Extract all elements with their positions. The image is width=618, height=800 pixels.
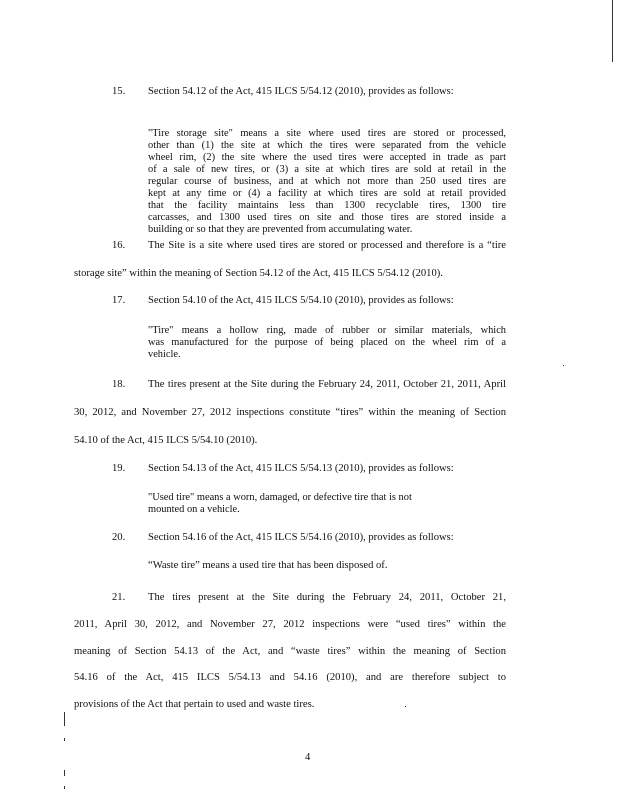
quote-line: building or so that they are prevented from accumulating water. [148, 224, 413, 235]
quote-line: other than (1) the site at which the tires were separated from the vehicle [148, 140, 506, 151]
paragraph-line: 54.10 of the Act, 415 ILCS 5/54.10 (2010). [74, 435, 258, 446]
quote-line: kept at any time or (4) a facility at which tires are sold at retail provided [148, 188, 506, 199]
paragraph-number: 21. [112, 592, 126, 603]
quote-line: “Waste tire” means a used tire that has been disposed of. [148, 560, 388, 571]
quote-line: that the facility maintains less than 1300 recyclable tires, 1300 tire [148, 200, 506, 211]
scan-edge-line [612, 0, 613, 62]
quote-line: was manufactured for the purpose of being placed on the wheel rim of a [148, 337, 506, 348]
quote-line: "Used tire" means a worn, damaged, or defective tire that is not [148, 492, 412, 503]
quote-line: vehicle. [148, 349, 181, 360]
paragraph-line: The tires present at the Site during the February 24, 2011, October 21, [148, 592, 506, 603]
scan-artifact [64, 786, 65, 789]
paragraph-line: 54.16 of the Act, 415 ILCS 5/54.13 and 54.16 (2010), and are therefore subject to [74, 672, 506, 683]
quote-line: carcasses, and 1300 used tires on site and those tires are stored inside a [148, 212, 506, 223]
paragraph-number: 15. [112, 86, 126, 97]
paragraph-line: 30, 2012, and November 27, 2012 inspections constitute “tires” within the meaning of Section [74, 407, 506, 418]
quote-line: wheel rim, (2) the site where the used tires were accepted in trade as part [148, 152, 506, 163]
quote-line: "Tire" means a hollow ring, made of rubber or similar materials, which [148, 325, 506, 336]
scan-artifact [64, 770, 65, 776]
paragraph-number: 16. [112, 240, 126, 251]
paragraph-lead: Section 54.10 of the Act, 415 ILCS 5/54.10 (2010), provides as follows: [148, 295, 454, 306]
paragraph-line: 2011, April 30, 2012, and November 27, 2012 inspections were “used tires” within the [74, 619, 506, 630]
paragraph-line: The Site is a site where used tires are stored or processed and therefore is a “tire [148, 240, 506, 251]
scan-artifact [64, 738, 65, 741]
page-number: 4 [305, 752, 311, 763]
quote-line: regular course of business, and at which not more than 250 used tires are [148, 176, 506, 187]
paragraph-line: provisions of the Act that pertain to used and waste tires. [74, 699, 315, 710]
paragraph-line: storage site” within the meaning of Section 54.12 of the Act, 415 ILCS 5/54.12 (2010). [74, 268, 443, 279]
quote-line: mounted on a vehicle. [148, 504, 240, 515]
paragraph-lead: Section 54.13 of the Act, 415 ILCS 5/54.13 (2010), provides as follows: [148, 463, 454, 474]
paragraph-line: meaning of Section 54.13 of the Act, and “waste tires” within the meaning of Section [74, 646, 506, 657]
quote-line: of a sale of new tires, or (3) a site at which tires are sold at retail in the [148, 164, 506, 175]
paragraph-number: 17. [112, 295, 126, 306]
paragraph-number: 19. [112, 463, 126, 474]
scan-artifact [405, 706, 406, 707]
paragraph-lead: Section 54.16 of the Act, 415 ILCS 5/54.16 (2010), provides as follows: [148, 532, 454, 543]
paragraph-lead: Section 54.12 of the Act, 415 ILCS 5/54.12 (2010), provides as follows: [148, 86, 454, 97]
quote-line: "Tire storage site" means a site where used tires are stored or processed, [148, 128, 506, 139]
scan-artifact [563, 365, 564, 366]
paragraph-number: 20. [112, 532, 126, 543]
paragraph-number: 18. [112, 379, 126, 390]
paragraph-line: The tires present at the Site during the February 24, 2011, October 21, 2011, April [148, 379, 506, 390]
scan-artifact [64, 712, 65, 726]
